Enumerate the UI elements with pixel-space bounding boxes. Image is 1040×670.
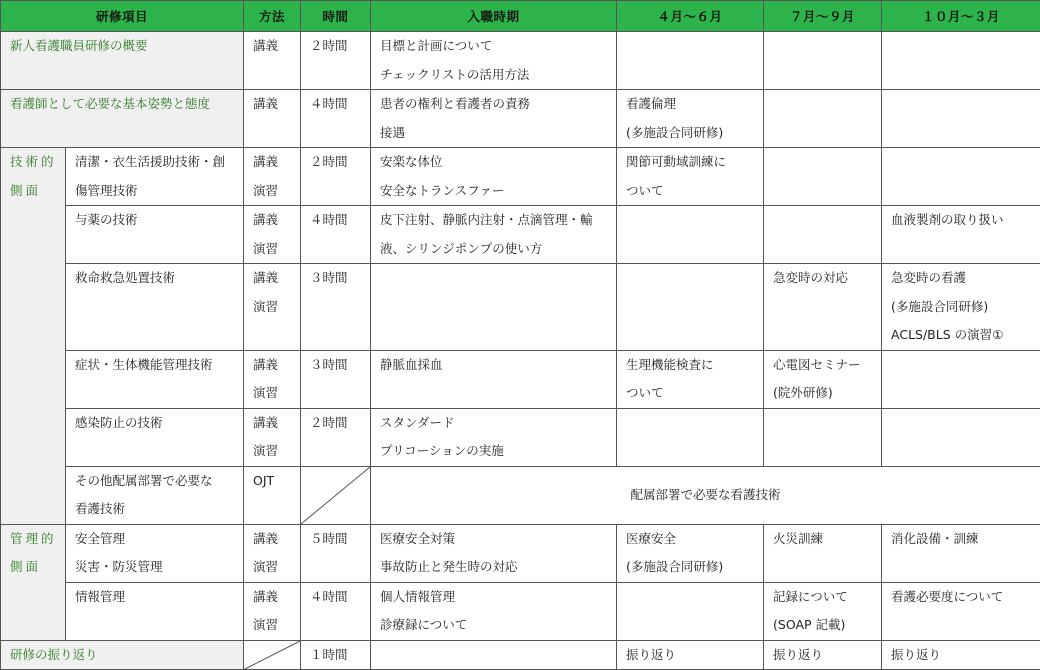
- time-cell: ４時間: [301, 582, 371, 640]
- oct-mar-cell: [882, 350, 1040, 408]
- row-item-review: 研修の振り返り: [1, 640, 244, 670]
- oct-mar-cell: 消化設備・訓練: [882, 524, 1040, 582]
- method-line: 講義: [253, 409, 291, 438]
- table-row: [1, 350, 1040, 408]
- entry-cell: [371, 582, 617, 640]
- time-cell: ３時間: [301, 350, 371, 408]
- method-line: 講義: [253, 583, 291, 612]
- entry-line: 安楽な体位: [380, 148, 607, 177]
- row-item-emergency: 救命救急処置技術: [66, 264, 244, 351]
- apr-jun-line: 関節可動域訓練に: [626, 148, 754, 177]
- item-line: 看護技術: [75, 495, 234, 524]
- time-cell-empty: [301, 466, 371, 524]
- method-line: 演習: [253, 379, 291, 408]
- header-row: [1, 1, 1040, 32]
- time-cell: ４時間: [301, 206, 371, 264]
- method-line: 演習: [253, 177, 291, 206]
- oct-mar-line: (多施設合同研修): [891, 293, 1031, 322]
- jul-sep-line: 心電図セミナー: [773, 351, 872, 380]
- oct-mar-cell: [882, 264, 1040, 351]
- table-row: [1, 466, 1040, 524]
- method-cell: 講義: [244, 90, 301, 148]
- row-item-medication: 与薬の技術: [66, 206, 244, 264]
- time-cell: ２時間: [301, 148, 371, 206]
- entry-line: チェックリストの活用方法: [380, 61, 607, 90]
- jul-sep-cell: [764, 32, 882, 90]
- entry-line: 安全なトランスファー: [380, 177, 607, 206]
- header-oct-mar: １０月～３月: [882, 1, 1040, 32]
- method-cell: OJT: [244, 466, 301, 524]
- jul-sep-line: 記録について: [773, 583, 872, 612]
- apr-jun-cell: [617, 148, 764, 206]
- category-line: 管理的: [10, 525, 56, 554]
- method-line: 講義: [253, 351, 291, 380]
- method-line: 演習: [253, 235, 291, 264]
- entry-line: 接遇: [380, 119, 607, 148]
- method-line: 講義: [253, 264, 291, 293]
- apr-jun-line: 看護倫理: [626, 90, 754, 119]
- method-cell: [244, 206, 301, 264]
- oct-mar-line: ACLS/BLS の演習①: [891, 321, 1031, 350]
- entry-line: 皮下注射、静脈内注射・点滴管理・輸: [380, 206, 607, 235]
- time-cell: １時間: [301, 640, 371, 670]
- jul-sep-line: (SOAP 記載): [773, 611, 872, 640]
- jul-sep-cell: [764, 582, 882, 640]
- category-management: [1, 524, 66, 640]
- apr-jun-cell: [617, 524, 764, 582]
- method-line: 講義: [253, 206, 291, 235]
- entry-cell: [371, 32, 617, 90]
- header-apr-jun: ４月～６月: [617, 1, 764, 32]
- row-item-other: [66, 466, 244, 524]
- apr-jun-line: (多施設合同研修): [626, 119, 754, 148]
- item-line: 災害・防災管理: [75, 553, 234, 582]
- category-line: 側面: [10, 553, 56, 582]
- jul-sep-cell: [764, 148, 882, 206]
- method-line: 講義: [253, 148, 291, 177]
- header-method: 方法: [244, 1, 301, 32]
- jul-sep-cell: 火災訓練: [764, 524, 882, 582]
- entry-line: プリコーションの実施: [380, 437, 607, 466]
- entry-cell: [371, 264, 617, 351]
- row-item-overview: 新人看護職員研修の概要: [1, 32, 244, 90]
- apr-jun-cell: [617, 90, 764, 148]
- other-note: 配属部署で必要な看護技術: [371, 466, 1040, 524]
- item-line: その他配属部署で必要な: [75, 467, 234, 496]
- row-item-hygiene: [66, 148, 244, 206]
- time-cell: ３時間: [301, 264, 371, 351]
- entry-cell: [371, 148, 617, 206]
- oct-mar-cell: 血液製剤の取り扱い: [882, 206, 1040, 264]
- entry-line: 診療録について: [380, 611, 607, 640]
- method-cell-empty: [244, 640, 301, 670]
- table-row: [1, 206, 1040, 264]
- row-item-safety: [66, 524, 244, 582]
- entry-cell: [371, 524, 617, 582]
- entry-cell: [371, 408, 617, 466]
- entry-line: 医療安全対策: [380, 525, 607, 554]
- table-row: [1, 148, 1040, 206]
- item-line: 清潔・衣生活援助技術・創: [75, 148, 234, 177]
- header-item: 研修項目: [1, 1, 244, 32]
- entry-line: 患者の権利と看護者の責務: [380, 90, 607, 119]
- method-cell: [244, 148, 301, 206]
- apr-jun-line: (多施設合同研修): [626, 553, 754, 582]
- apr-jun-cell: [617, 582, 764, 640]
- oct-mar-cell: [882, 148, 1040, 206]
- method-cell: [244, 408, 301, 466]
- item-line: 傷管理技術: [75, 177, 234, 206]
- row-item-symptom: 症状・生体機能管理技術: [66, 350, 244, 408]
- apr-jun-line: 医療安全: [626, 525, 754, 554]
- entry-line: スタンダード: [380, 409, 607, 438]
- header-entry: 入職時期: [371, 1, 617, 32]
- entry-line: 個人情報管理: [380, 583, 607, 612]
- jul-sep-cell: 振り返り: [764, 640, 882, 670]
- diagonal-slash: [301, 467, 370, 524]
- method-line: 演習: [253, 611, 291, 640]
- method-cell: 講義: [244, 32, 301, 90]
- table-row: [1, 524, 1040, 582]
- time-cell: ２時間: [301, 408, 371, 466]
- oct-mar-cell: 振り返り: [882, 640, 1040, 670]
- apr-jun-cell: [617, 206, 764, 264]
- method-line: 演習: [253, 293, 291, 322]
- method-line: 演習: [253, 553, 291, 582]
- oct-mar-line: 急変時の看護: [891, 264, 1031, 293]
- oct-mar-cell: [882, 90, 1040, 148]
- method-line: 演習: [253, 437, 291, 466]
- time-cell: ５時間: [301, 524, 371, 582]
- entry-cell: [371, 90, 617, 148]
- apr-jun-cell: [617, 32, 764, 90]
- jul-sep-cell: [764, 206, 882, 264]
- entry-line: 事故防止と発生時の対応: [380, 553, 607, 582]
- jul-sep-cell: 急変時の対応: [764, 264, 882, 351]
- row-item-attitude: 看護師として必要な基本姿勢と態度: [1, 90, 244, 148]
- item-line: 安全管理: [75, 525, 234, 554]
- method-cell: [244, 524, 301, 582]
- entry-cell: [371, 640, 617, 670]
- apr-jun-cell: [617, 408, 764, 466]
- jul-sep-cell: [764, 350, 882, 408]
- entry-line: 目標と計画について: [380, 32, 607, 61]
- entry-line: 液、シリンジポンプの使い方: [380, 235, 607, 264]
- method-cell: [244, 350, 301, 408]
- jul-sep-cell: [764, 90, 882, 148]
- jul-sep-line: (院外研修): [773, 379, 872, 408]
- apr-jun-cell: [617, 350, 764, 408]
- entry-cell: [371, 206, 617, 264]
- row-item-info: 情報管理: [66, 582, 244, 640]
- apr-jun-line: ついて: [626, 379, 754, 408]
- oct-mar-cell: 看護必要度について: [882, 582, 1040, 640]
- oct-mar-cell: [882, 408, 1040, 466]
- apr-jun-cell: [617, 264, 764, 351]
- time-cell: ４時間: [301, 90, 371, 148]
- header-time: 時間: [301, 1, 371, 32]
- apr-jun-cell: 振り返り: [617, 640, 764, 670]
- table-row: [1, 32, 1040, 90]
- diagonal-slash: [244, 641, 300, 670]
- method-cell: [244, 582, 301, 640]
- table-row: [1, 582, 1040, 640]
- method-cell: [244, 264, 301, 351]
- apr-jun-line: ついて: [626, 177, 754, 206]
- entry-cell: 静脈血採血: [371, 350, 617, 408]
- oct-mar-cell: [882, 32, 1040, 90]
- method-line: 講義: [253, 525, 291, 554]
- category-line: 技術的: [10, 148, 56, 177]
- time-cell: ２時間: [301, 32, 371, 90]
- category-technical: [1, 148, 66, 525]
- header-jul-sep: ７月～９月: [764, 1, 882, 32]
- row-item-infection: 感染防止の技術: [66, 408, 244, 466]
- category-line: 側面: [10, 177, 56, 206]
- table-row: [1, 408, 1040, 466]
- jul-sep-cell: [764, 408, 882, 466]
- table-row: [1, 640, 1040, 670]
- apr-jun-line: 生理機能検査に: [626, 351, 754, 380]
- table-row: [1, 264, 1040, 351]
- table-row: [1, 90, 1040, 148]
